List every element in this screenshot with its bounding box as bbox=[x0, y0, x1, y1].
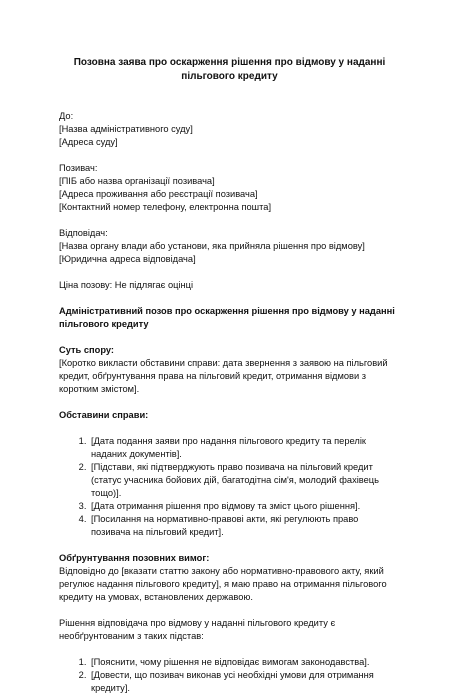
document-title: Позовна заява про оскарження рішення про відмову у наданні пільгового кредиту bbox=[73, 57, 386, 82]
plaintiff-label: Позивач: bbox=[59, 163, 98, 173]
recipient-block bbox=[59, 110, 400, 149]
defendant-label: Відповідач: bbox=[59, 228, 108, 238]
justification-section bbox=[59, 552, 400, 695]
defendant-address: [Юридична адреса відповідача] bbox=[59, 254, 196, 264]
circumstances-list bbox=[59, 435, 400, 539]
circumstances-heading: Обставини справи: bbox=[59, 410, 149, 420]
justification-heading: Обґрунтування позовних вимог: bbox=[59, 553, 210, 563]
court-name: [Назва адміністративного суду] bbox=[59, 124, 193, 134]
recipient-label: До: bbox=[59, 111, 74, 121]
list-item: 2. [Довести, що позивач виконав усі необхідні умови для отримання кредиту]. bbox=[89, 669, 400, 695]
court-address: [Адреса суду] bbox=[59, 137, 118, 147]
list-item: 3. [Дата отримання рішення про відмову та зміст цього рішення]. bbox=[89, 500, 400, 513]
defendant-block bbox=[59, 227, 400, 266]
circumstances-section bbox=[59, 409, 400, 539]
essence-heading: Суть спору: bbox=[59, 345, 115, 355]
claim-price: Ціна позову: Не підлягає оцінці bbox=[59, 280, 194, 290]
essence-section bbox=[59, 344, 400, 396]
list-item: 1. [Пояснити, чому рішення не відповідає вимогам законодавства]. bbox=[89, 656, 400, 669]
list-item: 2. [Підстави, які підтверджують право позивача на пільговий кредит (статус учасника бойових дій, багатодітна сім'я, молодий фахівець тощо)]. bbox=[89, 461, 400, 500]
plaintiff-address: [Адреса проживання або реєстрації позивача] bbox=[59, 189, 258, 199]
claim-title: Адміністративний позов про оскарження рішення про відмову у наданні пільгового кредиту bbox=[59, 306, 395, 329]
plaintiff-block bbox=[59, 162, 400, 214]
justification-list bbox=[59, 656, 400, 695]
list-item: 1. [Дата подання заяви про надання пільгового кредиту та перелік наданих документів]. bbox=[89, 435, 400, 461]
plaintiff-name: [ПІБ або назва організації позивача] bbox=[59, 176, 215, 186]
justification-text: Відповідно до [вказати статтю закону або нормативно-правового акту, який регулює надання пільгового кредиту], я маю право на отримання пільгового кредиту на умовах, встановлених державою. bbox=[59, 566, 387, 602]
defendant-name: [Назва органу влади або установи, яка прийняла рішення про відмову] bbox=[59, 241, 365, 251]
justification-text-2: Рішення відповідача про відмову у наданні пільгового кредиту є необґрунтованим з таких підстав: bbox=[59, 618, 336, 641]
list-item: 4. [Посилання на нормативно-правові акти, які регулюють право позивача на пільговий кредит]. bbox=[89, 513, 400, 539]
essence-text: [Коротко викласти обставини справи: дата звернення з заявою на пільговий кредит, обґрунтування права на пільговий кредит, отримання відмови з коротким змістом]. bbox=[59, 358, 388, 394]
plaintiff-contacts: [Контактний номер телефону, електронна пошта] bbox=[59, 202, 272, 212]
